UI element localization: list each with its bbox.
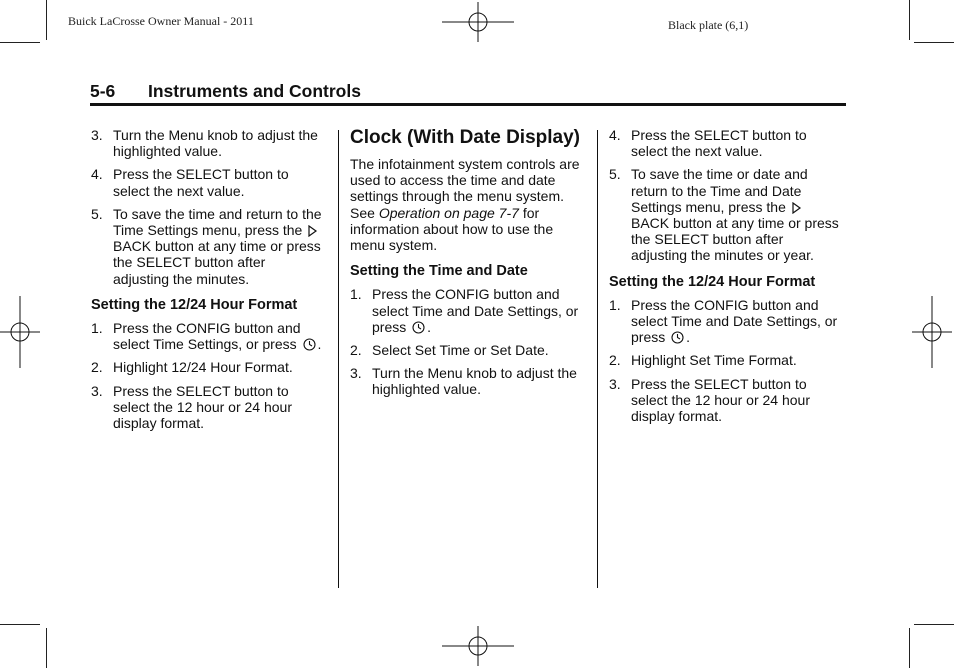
crop-mark: [909, 0, 910, 40]
registration-mark-icon: [442, 2, 514, 42]
section-number: 5-6: [90, 81, 116, 101]
crop-mark: [914, 624, 954, 625]
list-item: 1. Press the CONFIG button and select Time and Date Settings, or press .: [609, 296, 838, 346]
crop-mark: [0, 624, 40, 625]
crop-mark: [0, 42, 40, 43]
list-item: 2. Select Set Time or Set Date.: [350, 342, 549, 359]
list-item: 5. To save the time and return to the Time Settings menu, press the BACK button at any time or press the SELECT button after adjusting the minutes.: [91, 205, 322, 287]
list-item: 1. Press the CONFIG button and select Time and Date Settings, or press .: [350, 286, 579, 335]
list-item: 2. Highlight 12/24 Hour Format.: [91, 359, 293, 376]
list-item: 2. Highlight Set Time Format.: [609, 352, 797, 369]
manual-title: Buick LaCrosse Owner Manual - 2011: [68, 14, 254, 28]
subheading: Setting the 12/24 Hour Format: [91, 296, 298, 313]
list-item: 5. To save the time or date and return to the Time and Date Settings menu, press the BACK button at any time or press the SELECT button after adjusting the minutes or year.: [609, 166, 839, 264]
crop-mark: [46, 0, 47, 40]
registration-mark-icon: [0, 296, 40, 368]
section-header: [90, 81, 846, 106]
column-divider: [338, 130, 339, 588]
column-1: [91, 127, 323, 438]
crop-mark: [909, 628, 910, 668]
subheading: Setting the Time and Date: [350, 263, 528, 280]
clock-icon: [412, 321, 425, 334]
page-title: Clock (With Date Display): [350, 127, 580, 148]
column-2: [350, 127, 586, 405]
crop-mark: [914, 42, 954, 43]
clock-icon: [671, 331, 684, 344]
intro-paragraph: The infotainment system controls are used to access the time and date settings through the menu system. See Operation on page 7-7 for information about how to use the menu system.: [350, 156, 580, 254]
list-item: 3. Press the SELECT button to select the 12 hour or 24 hour display format.: [91, 382, 293, 432]
list-item: 3. Turn the Menu knob to adjust the highlighted value.: [350, 365, 577, 398]
list-item: 3. Turn the Menu knob to adjust the highlighted value.: [91, 127, 318, 160]
crop-mark: [46, 628, 47, 668]
list-item: 4. Press the SELECT button to select the next value.: [609, 127, 807, 160]
registration-mark-icon: [442, 626, 514, 666]
list-item: 3. Press the SELECT button to select the 12 hour or 24 hour display format.: [609, 375, 811, 425]
clock-icon: [303, 338, 316, 351]
list-item: 4. Press the SELECT button to select the next value.: [91, 166, 289, 199]
subheading: Setting the 12/24 Hour Format: [609, 273, 816, 290]
registration-mark-icon: [912, 296, 952, 368]
column-3: [609, 127, 841, 431]
plate-label: Black plate (6,1): [668, 18, 749, 32]
list-item: 1. Press the CONFIG button and select Time Settings, or press .: [91, 320, 322, 353]
cross-reference-link[interactable]: Operation on page 7-7: [378, 204, 519, 221]
back-arrow-icon: [308, 225, 318, 237]
back-arrow-icon: [792, 202, 802, 214]
column-divider: [597, 130, 598, 588]
section-title: Instruments and Controls: [148, 81, 361, 101]
